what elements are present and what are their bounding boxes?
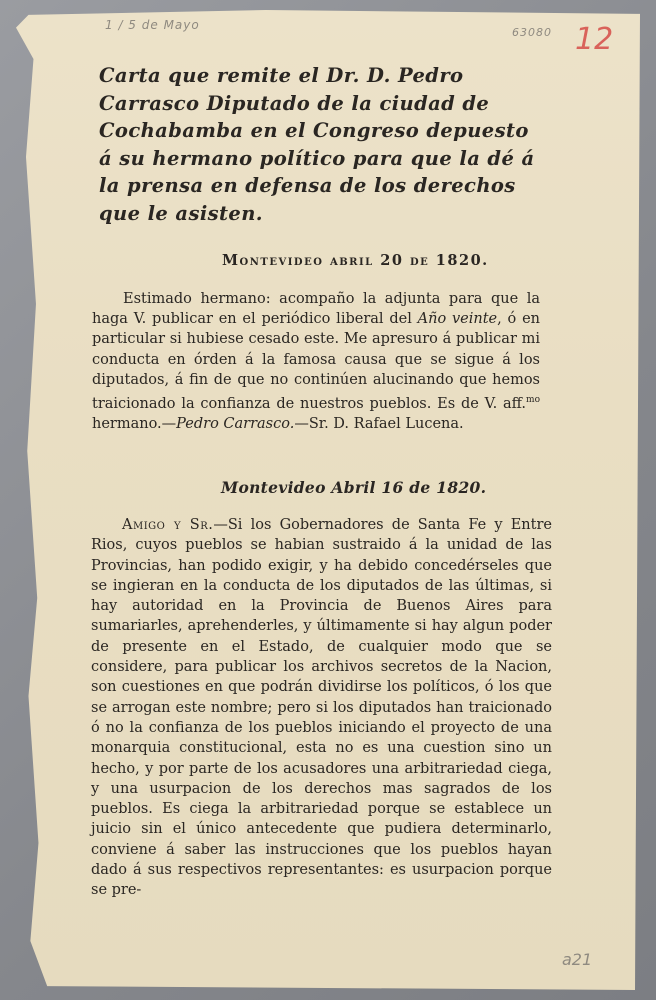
abbreviation-superscript: mo [526,395,540,406]
dateline-second-letter: Montevideo Abril 16 de 1820. [221,478,487,497]
first-letter-body [92,289,540,434]
first-letter-text-3: hermano.— [92,416,177,433]
pencil-annotation-bottom: a21 [562,950,593,969]
red-page-mark: 12 [575,22,614,57]
signature: Pedro Carrasco. [176,416,295,433]
pencil-annotation-top: 1 / 5 de Mayo [105,18,200,32]
first-letter-text: Estimado hermano: acompaño la adjunta para que la haga V. publicar en el periódico liberal del [92,291,540,328]
salutation: Amigo y Sr. [122,517,214,533]
first-letter-text-4: —Sr. D. Rafael Lucena. [294,416,464,433]
dateline-first-letter: Montevideo abril 20 de 1820. [222,252,489,269]
first-letter-text-2: , ó en particular si hubiese cesado este. Me apresuro á publicar mi conducta en órden á la famosa causa que se sigue á los diputados, á fin de que no continúen alucinando que hemos traicionado la confianza de nuestros pueblos. Es de V. aff. [92,311,540,412]
periodical-name: Año veinte [417,311,498,328]
document-heading: Carta que remite el Dr. D. Pedro Carrasco Diputado de la ciudad de Cochabamba en el Congreso depuesto á su hermano político para que la dé á la prensa en defensa de los derechos que le asisten. [99,64,535,225]
second-letter-body [91,515,552,901]
second-letter-text: —Si los Gobernadores de Santa Fe y Entre Rios, cuyos pueblos se habian sustraido á la unidad de las Provincias, han podido exigir, y ha debido concedérseles que se ingieran en la conducta de los diputados de las últimas, si hay autoridad en la Provincia de Buenos Aires para sumariarles, aprehenderles, y últimamente si hay algun poder de presente en el Estado, de cualquier modo que se considere, para publicar los archivos secretos de la Nacion, son cuestiones en que podrán dividirse los políticos, ó los que se arrogan este nombre; pero si los diputados han traicionado ó no la confianza de los pueblos iniciando el proyecto de una monarquia constitucional, esta no es una cuestion sino un hecho, y por parte de los acusadores una arbitrariedad ciega, y una usurpacion de los derechos mas sagrados de los pueblos. Es ciega la arbitrariedad porque se establece un juicio sin el único antecedente que pudiera determinarlo, conviene á saber las instrucciones que los pueblos hayan dado á sus respectivos representantes: es usurpacion porque se pre- [91,517,552,899]
pencil-catalog-number: 63080 [512,26,552,39]
